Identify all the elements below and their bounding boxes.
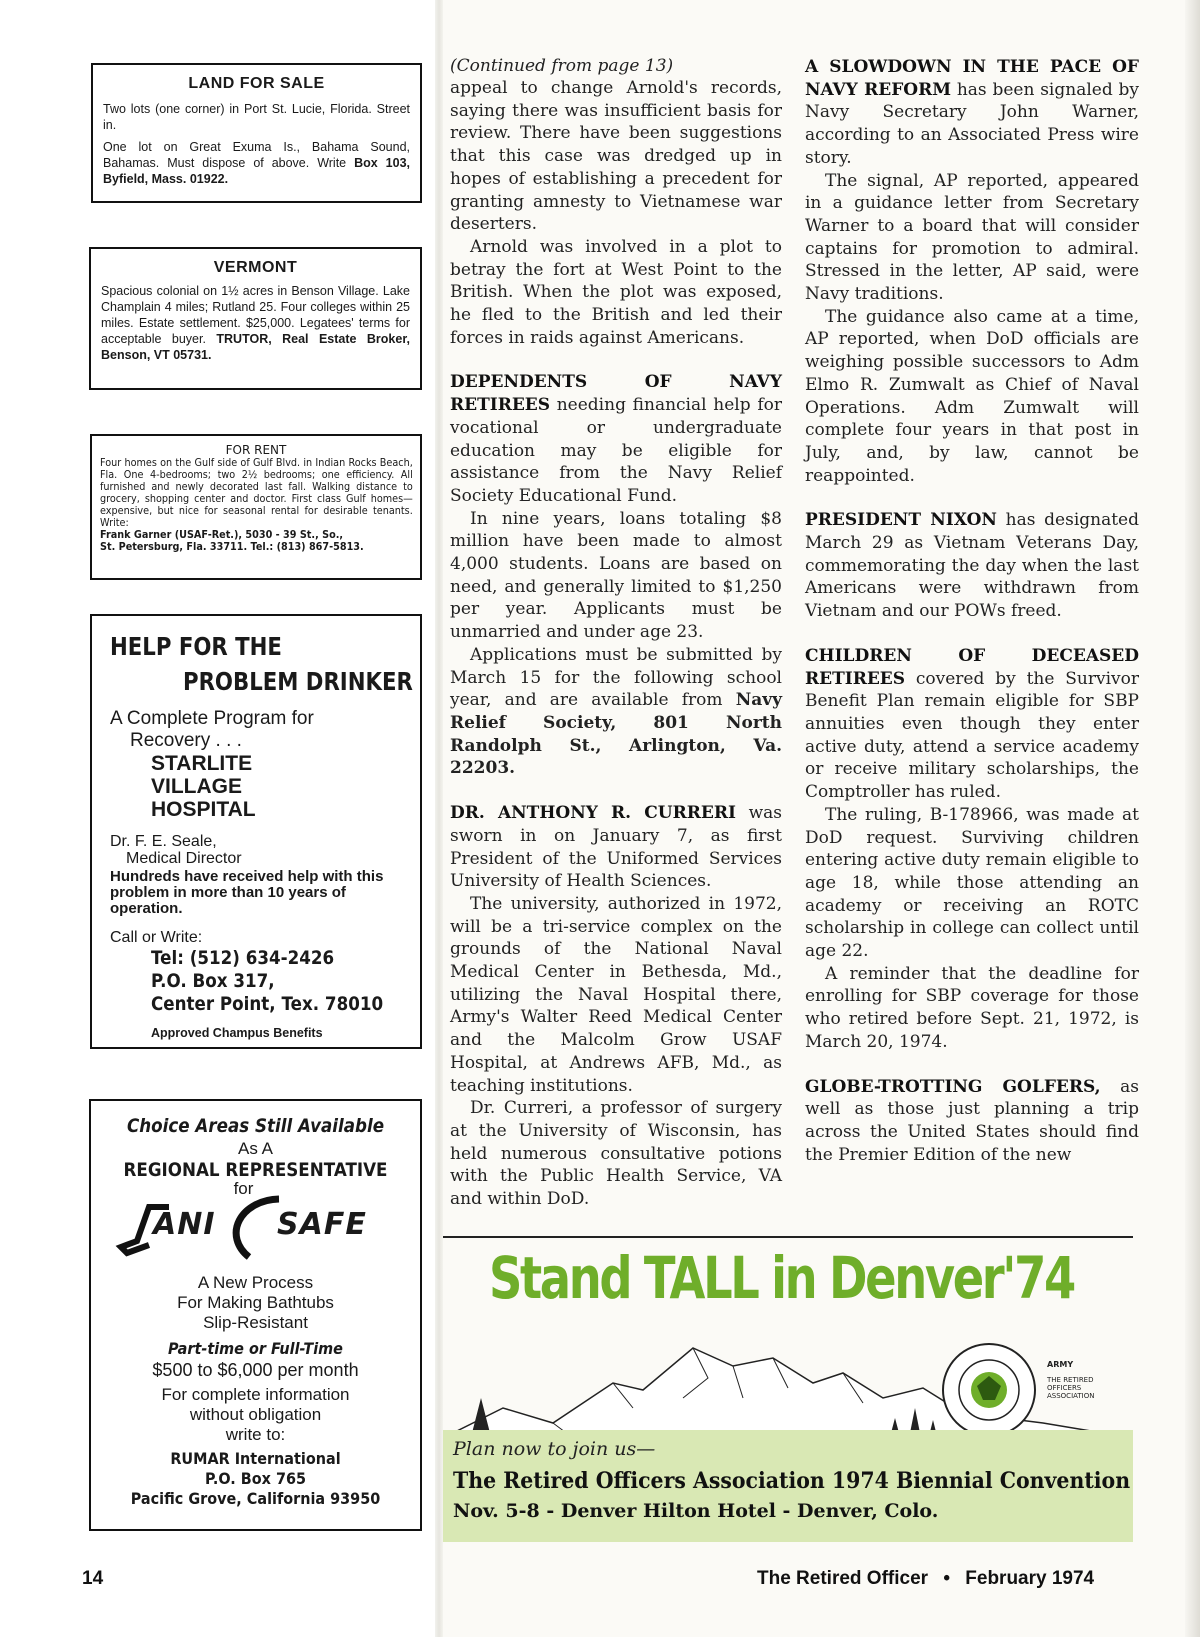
spacer	[805, 1054, 1139, 1076]
ad-text	[101, 283, 410, 363]
footer-bullet: •	[943, 1568, 950, 1589]
banner-rule	[443, 1236, 1133, 1238]
ad-title: LAND FOR SALE	[188, 75, 325, 92]
director	[110, 833, 402, 867]
item-heading: CHILDREN OF DECEASED RETIREES	[805, 645, 1139, 689]
paragraph: A reminder that the deadline for enrolling for SBP coverage for those who retired before Sept. 21, 1972, is March 20, 1974.	[805, 963, 1139, 1052]
paragraph-text: Applications must be submitted by March 15 for the following school year, and are available from	[450, 644, 782, 711]
paragraph: The ruling, B-178966, was made at DoD request. Surviving children entering active duty remain eligible to age 18, while those attending an academy or receiving an ROTC scholarship in college can collect until age 22.	[805, 804, 1139, 962]
hospital-name-line: STARLITE	[151, 752, 253, 775]
page-edge	[1185, 0, 1200, 1637]
convention-dates: Nov. 5-8 - Denver Hilton Hotel - Denver, Colo.	[453, 1500, 939, 1522]
hospital-name	[151, 752, 402, 821]
ad-text: Part-time or Full-Time	[168, 1339, 343, 1358]
paragraph-text: as well as those just planning a trip across the United States should find the Premier Edition of the new	[805, 1076, 1139, 1165]
po-box: P.O. Box 765	[204, 1469, 307, 1488]
director-name: Dr. F. E. Seale,	[110, 833, 217, 850]
item-heading: A SLOWDOWN IN THE PACE OF NAVY REFORM	[805, 57, 1139, 100]
ad-text-line: without obligation	[189, 1405, 322, 1424]
paragraph-text: needing financial help for vocational or undergraduate education may be eligible for assistance from the Navy Relief Society Educational Fund.	[450, 395, 782, 506]
convention-title: The Retired Officers Association 1974 Biennial Convention	[453, 1468, 1131, 1494]
hospital-name-line: HOSPITAL	[151, 798, 256, 821]
ad-problem-drinker	[90, 614, 422, 1049]
banner-headline: Stand TALL in Denver'74	[489, 1244, 1074, 1312]
ad-text-body: Four homes on the Gulf side of Gulf Blvd. in Indian Rocks Beach, Fla. One 4-bedrooms; two 2½ bedrooms; one efficiency. All furnished and newly decorated last fall. Walking distance to grocery, shopping center and doctor. First class Gulf homes—expensive, but nice for seasonal rental for desirable tenants. Write:	[100, 457, 413, 529]
logo-left-text: ANI	[153, 1207, 216, 1242]
issue-date: February 1974	[965, 1568, 1095, 1589]
city: Center Point, Tex. 78010	[151, 993, 384, 1015]
ad-text: for	[233, 1179, 254, 1198]
paragraph	[805, 645, 1139, 804]
ad-vermont	[89, 247, 422, 390]
article-column-right	[805, 56, 1139, 1166]
ad-headline-1: HELP FOR THE	[110, 632, 282, 661]
ad-title: VERMONT	[213, 259, 298, 276]
paragraph: The guidance also came at a time, AP reported, when DoD officials are weighing possible successors to Adm Elmo R. Zumwalt as Chief of Naval Operations. Adm Zumwalt will complete four years in that post in July, and, by law, cannot be reappointed.	[805, 306, 1139, 486]
paragraph-text: has been signaled by Navy Secretary John Warner, according to an Associated Press wire story.	[805, 79, 1139, 168]
paragraph: The signal, AP reported, appeared in a guidance letter from Secretary Warner to a board that will consider captains for promotion to admiral. Stressed in the letter, AP said, were Navy traditions.	[805, 170, 1139, 305]
ad-text-line: Slip-Resistant	[203, 1313, 308, 1332]
ad-text-line: For Making Bathtubs	[177, 1293, 334, 1312]
paragraph-text: has designated March 29 as Vietnam Veterans Day, commemorating the day when the last Americans were withdrawn from Vietnam and our POWs freed.	[805, 510, 1139, 622]
ad-address-line2: St. Petersburg, Fla. 33711. Tel.: (813) 867-5813.	[100, 541, 364, 553]
paragraph-text: was sworn in on January 7, as first President of the Uniformed Services University of Health Sciences.	[450, 803, 782, 892]
spacer	[805, 623, 1139, 645]
ad-text: Recovery . . .	[130, 730, 242, 751]
running-footer	[757, 1568, 1094, 1590]
ad-text: A Complete Program for	[110, 708, 314, 729]
paragraph	[450, 644, 782, 780]
ad-address-line1: Frank Garner (USAF-Ret.), 5030 - 39 St., So.,	[100, 529, 344, 541]
ad-text: $500 to $6,000 per month	[152, 1360, 359, 1380]
ad-text-span: Spacious colonial on 1½ acres in Benson Village. Lake Champlain 4 miles; Rutland 25. Four colleges within 25 miles. Estate settlement. $25,000. Legatees' terms for acceptable buyer.	[101, 284, 410, 346]
ad-footnote: Approved Champus Benefits	[151, 1026, 323, 1040]
po-box: P.O. Box 317,	[151, 970, 275, 992]
ad-text	[99, 1273, 412, 1333]
ad-title: FOR RENT	[225, 443, 287, 457]
city: Pacific Grove, California 93950	[130, 1489, 381, 1508]
paragraph: Arnold was involved in a plot to betray the fort at West Point to the British. When the plot was exposed, he fled to the British and led their forces in raids against Americans.	[450, 236, 782, 348]
paragraph	[805, 56, 1139, 170]
ad-address: Box 103, Byfield, Mass. 01922.	[103, 156, 410, 186]
item-heading: DEPENDENTS OF NAVY RETIREES	[450, 372, 782, 416]
ad-text-line: A New Process	[197, 1273, 314, 1292]
paragraph	[805, 509, 1139, 623]
ad-text-span: One lot on Great Exuma Is., Bahama Sound, Bahamas. Must dispose of above. Write	[103, 140, 410, 170]
ad-address: TRUTOR, Real Estate Broker, Benson, VT 05731.	[101, 332, 410, 362]
logo-right-text: SAFE	[277, 1207, 367, 1242]
spacer	[450, 780, 782, 802]
paragraph: appeal to change Arnold's records, saying there was insufficient basis for review. There have been suggestions that this case was dredged up in hopes of establishing a precedent for granting amnesty to Vietnamese war deserters.	[450, 78, 782, 235]
publication-name: The Retired Officer	[757, 1568, 929, 1589]
ad-text: Two lots (one corner) in Port St. Lucie, Florida. Street in.	[103, 102, 410, 132]
paragraph: Dr. Curreri, a professor of surgery at the University of Wisconsin, has held numerous consultative potions with the Public Health Service, VA and within DoD.	[450, 1098, 782, 1210]
continued-note: (Continued from page 13)	[450, 56, 674, 76]
seal-label-army: ARMY	[1047, 1360, 1074, 1369]
item-heading: DR. ANTHONY R. CURRERI	[450, 803, 736, 824]
ad-headline: REGIONAL REPRESENTATIVE	[123, 1159, 388, 1181]
item-heading: GLOBE-TROTTING GOLFERS,	[805, 1076, 1101, 1097]
ad-sani-safe	[89, 1099, 422, 1531]
ad-address	[115, 1449, 397, 1509]
paragraph	[450, 802, 782, 893]
paragraph	[805, 1076, 1139, 1167]
plan-text: Plan now to join us—	[453, 1438, 656, 1460]
article-column-middle	[450, 56, 782, 1211]
convention-banner	[443, 1236, 1133, 1542]
ad-text	[100, 457, 413, 553]
banner-info-panel	[443, 1430, 1133, 1542]
ad-for-rent	[90, 434, 422, 580]
association-seal	[941, 1342, 1037, 1438]
phone: Tel: (512) 634-2426	[151, 947, 335, 969]
ad-text: As A	[238, 1139, 273, 1158]
spacer	[450, 349, 782, 371]
paragraph: In nine years, loans totaling $8 million have been made to almost 4,000 students. Loans are based on need, and generally limited to $1,250 per year. Applicants must be unmarried and under age 23.	[450, 508, 782, 643]
paragraph-text: covered by the Survivor Benefit Plan remain eligible for SBP annuities even though they enter active duty, attend a service academy or receive military scholarships, the Comptroller has ruled.	[805, 668, 1139, 803]
ad-text-line: For complete information	[161, 1385, 350, 1404]
page-fold	[435, 0, 443, 1637]
item-heading: PRESIDENT NIXON	[805, 510, 997, 531]
ad-text	[99, 1385, 412, 1445]
ad-headline: Choice Areas Still Available	[126, 1115, 385, 1137]
ad-text: Hundreds have received help with this problem in more than 10 years of operation.	[110, 868, 384, 917]
hospital-name-line: VILLAGE	[151, 775, 243, 798]
contact	[151, 947, 384, 1016]
ad-land-for-sale	[91, 63, 422, 203]
seal-label: THE RETIRED OFFICERS ASSOCIATION	[1047, 1376, 1095, 1400]
ad-text: Call or Write:	[110, 929, 203, 946]
ad-text	[103, 139, 410, 187]
ad-text-line: write to:	[225, 1425, 286, 1444]
ad-headline-2: PROBLEM DRINKER	[183, 667, 413, 696]
sani-safe-logo	[99, 1197, 412, 1273]
page-number: 14	[82, 1568, 104, 1589]
director-title: Medical Director	[126, 850, 242, 867]
company-name: RUMAR International	[170, 1449, 341, 1468]
paragraph: The university, authorized in 1972, will be a tri-service complex on the grounds of the National Naval Medical Center in Bethesda, Md., utilizing the Naval Hospital there, Army's Walter Reed Medical Center and the Malcolm Grow USAF Hospital, at Andrews AFB, Md., as teaching institutions.	[450, 893, 782, 1096]
address: Navy Relief Society, 801 North Randolph St., Arlington, Va. 22203.	[450, 690, 782, 779]
paragraph	[450, 371, 782, 507]
spacer	[805, 487, 1139, 509]
